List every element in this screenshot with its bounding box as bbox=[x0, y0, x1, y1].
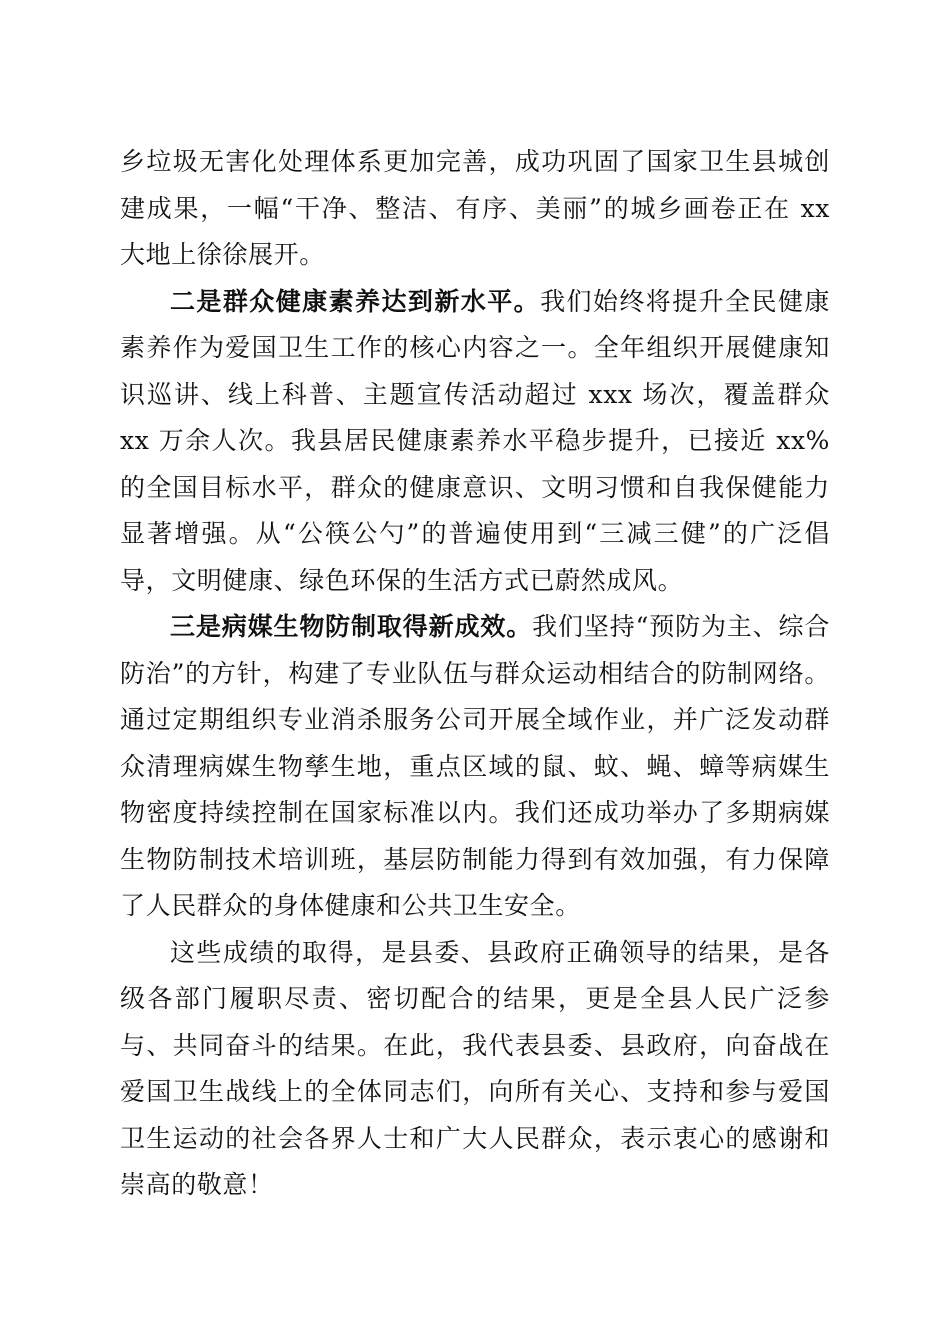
paragraph-continued bbox=[120, 139, 830, 279]
paragraph-acknowledgement bbox=[120, 930, 830, 1209]
paragraph-health-literacy bbox=[120, 279, 830, 605]
paragraph-text: 我们坚持“预防为主、综合防治”的方针，构建了专业队伍与群众运动相结合的防制网络。通过定期组织专业消杀服务公司开展全域作业，并广泛发动群众清理病媒生物孳生地，重点区域的鼠、蚊、蝇、蟑等病媒生物密度持续控制在国家标准以内。我们还成功举办了多期病媒生物防制技术培训班，基层防制能力得到有效加强，有力保障了人民群众的身体健康和公共卫生安全。 bbox=[120, 612, 830, 920]
paragraph-lead: 二是群众健康素养达到新水平。 bbox=[170, 286, 541, 316]
paragraph-lead: 三是病媒生物防制取得新成效。 bbox=[170, 612, 533, 641]
document-body bbox=[120, 139, 830, 1209]
paragraph-vector-control bbox=[120, 604, 830, 930]
paragraph-text: 乡垃圾无害化处理体系更加完善，成功巩固了国家卫生县城创建成果，一幅“干净、整洁、有序、美丽”的城乡画卷正在 xx 大地上徐徐展开。 bbox=[120, 147, 830, 269]
paragraph-text: 这些成绩的取得，是县委、县政府正确领导的结果，是各级各部门履职尽责、密切配合的结果，更是全县人民广泛参与、共同奋斗的结果。在此，我代表县委、县政府，向奋战在爱国卫生战线上的全体同志们，向所有关心、支持和参与爱国卫生运动的社会各界人士和广大人民群众，表示衷心的感谢和崇高的敬意！ bbox=[120, 937, 830, 1199]
paragraph-text: 我们始终将提升全民健康素养作为爱国卫生工作的核心内容之一。全年组织开展健康知识巡讲、线上科普、主题宣传活动超过 xxx 场次，覆盖群众 xx 万余人次。我县居民健康素养水平稳步提升，已接近 xx%的全国目标水平，群众的健康意识、文明习惯和自我保健能力显著增强。从“公筷公勺”的普遍使用到“三减三健”的广泛倡导，文明健康、绿色环保的生活方式已蔚然成风。 bbox=[120, 286, 830, 595]
